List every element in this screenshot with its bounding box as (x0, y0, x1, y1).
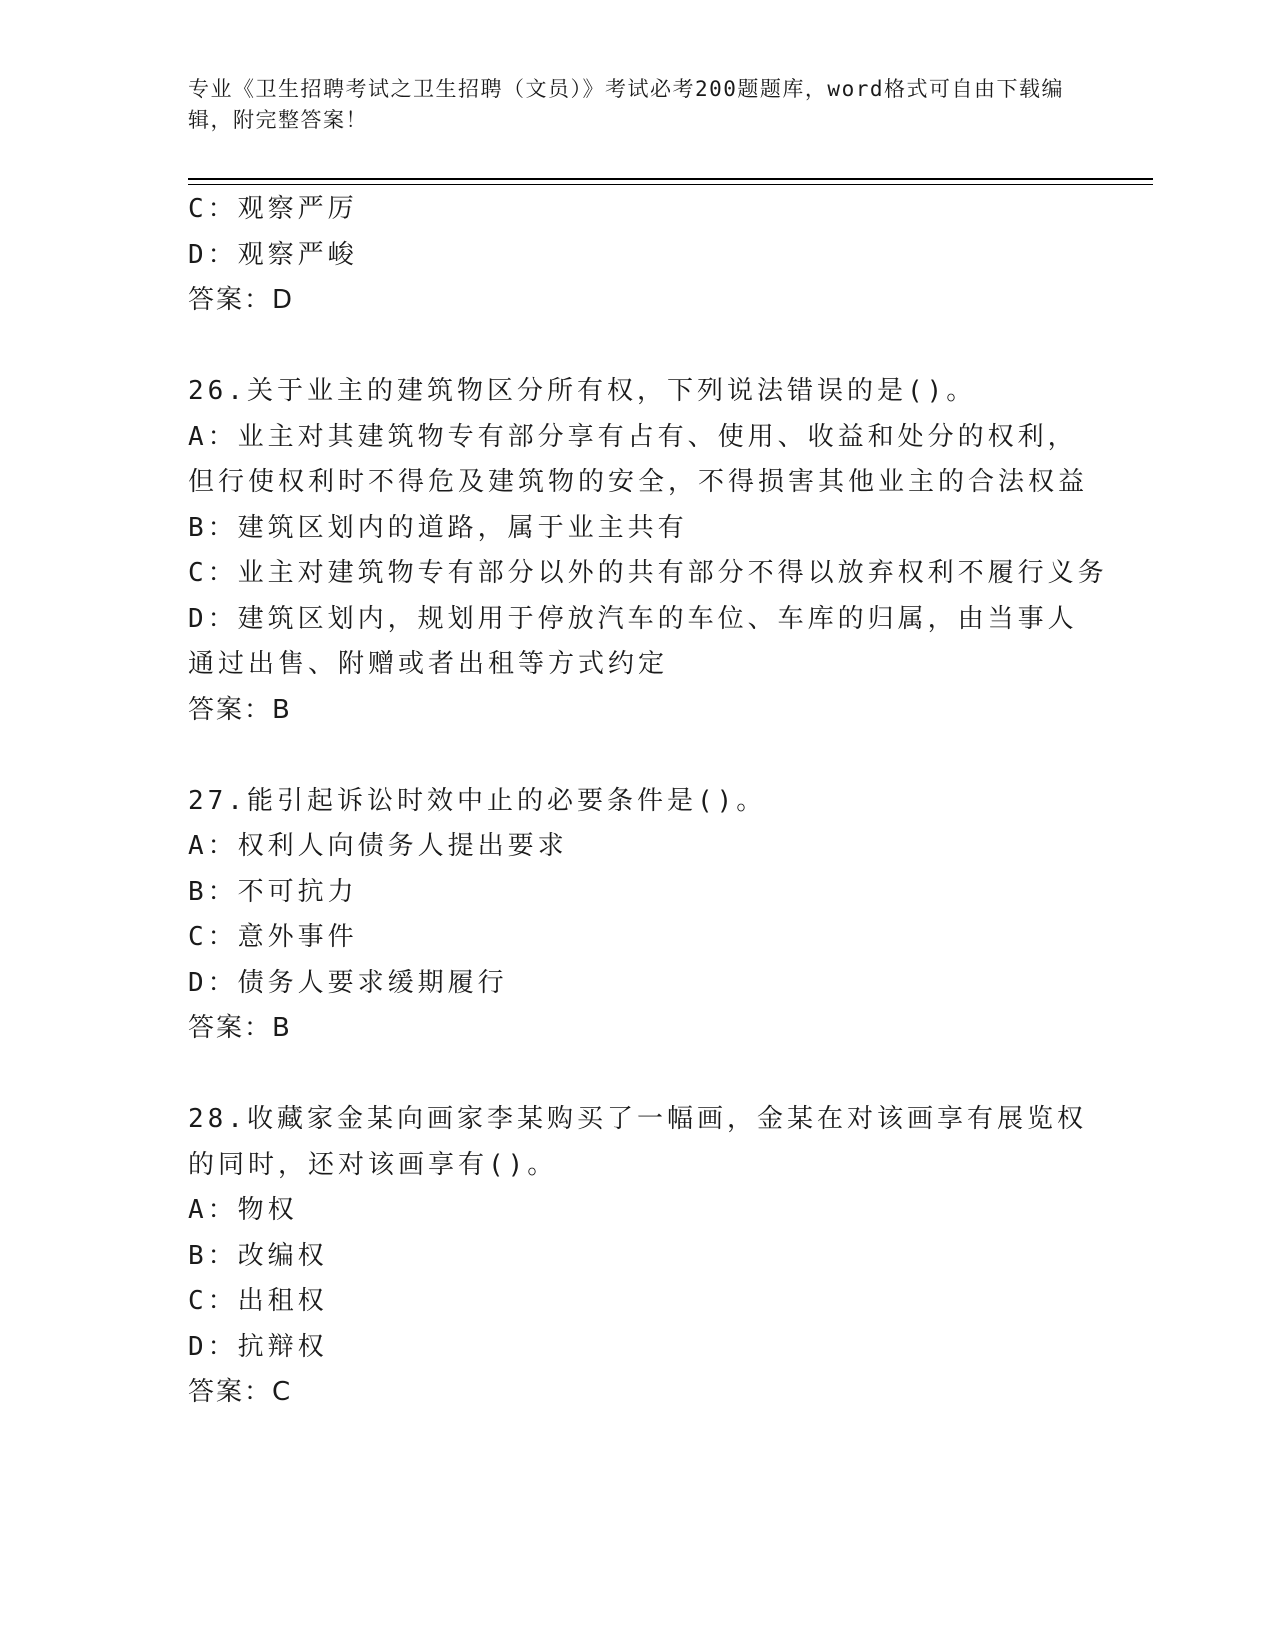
answer-line: 答案：B (188, 1013, 292, 1043)
option-b: B：改编权 (188, 1240, 328, 1271)
answer-line: 答案：B (188, 694, 292, 725)
question-stem: 26.关于业主的建筑物区分所有权，下列说法错误的是()。 (188, 376, 977, 406)
option-d: D：抗辩权 (188, 1331, 328, 1362)
question-28 (188, 1097, 1088, 1416)
question-list (188, 187, 1108, 1416)
option-b: B：不可抗力 (188, 876, 358, 907)
question-27 (188, 779, 1088, 1052)
option-c: C：观察严厉 (188, 194, 358, 224)
header-divider-thick (188, 178, 1153, 180)
option-a: A：权利人向债务人提出要求 (188, 831, 568, 861)
document-header: 专业《卫生招聘考试之卫生招聘（文员）》考试必考200题题库，word格式可自由下载编辑，附完整答案！ (188, 77, 1064, 132)
spacer (188, 1052, 1088, 1098)
option-d: D：债务人要求缓期履行 (188, 967, 508, 998)
question-stem: 27.能引起诉讼时效中止的必要条件是()。 (188, 785, 767, 816)
spacer (188, 733, 1088, 779)
spacer (188, 324, 1088, 370)
answer-line: 答案：D (188, 285, 295, 315)
answer-line: 答案：C (188, 1377, 293, 1407)
option-a: A：物权 (188, 1195, 298, 1225)
option-c: C：业主对建筑物专有部分以外的共有部分不得以放弃权利不履行义务 (188, 558, 1108, 588)
option-c: C：出租权 (188, 1286, 328, 1316)
option-d: D：观察严峻 (188, 239, 358, 270)
header-divider-thin (188, 184, 1153, 185)
option-c: C：意外事件 (188, 922, 358, 952)
question-stem: 28.收藏家金某向画家李某购买了一幅画，金某在对该画享有展览权的同时，还对该画享有()。 (188, 1104, 1087, 1180)
option-d: D：建筑区划内，规划用于停放汽车的车位、车库的归属，由当事人通过出售、附赠或者出租等方式约定 (188, 603, 1078, 679)
option-a: A：业主对其建筑物专有部分享有占有、使用、收益和处分的权利，但行使权利时不得危及建筑物的安全，不得损害其他业主的合法权益 (188, 421, 1089, 497)
question-26 (188, 369, 1108, 733)
previous-question-tail (188, 187, 1088, 324)
option-b: B：建筑区划内的道路，属于业主共有 (188, 512, 688, 543)
